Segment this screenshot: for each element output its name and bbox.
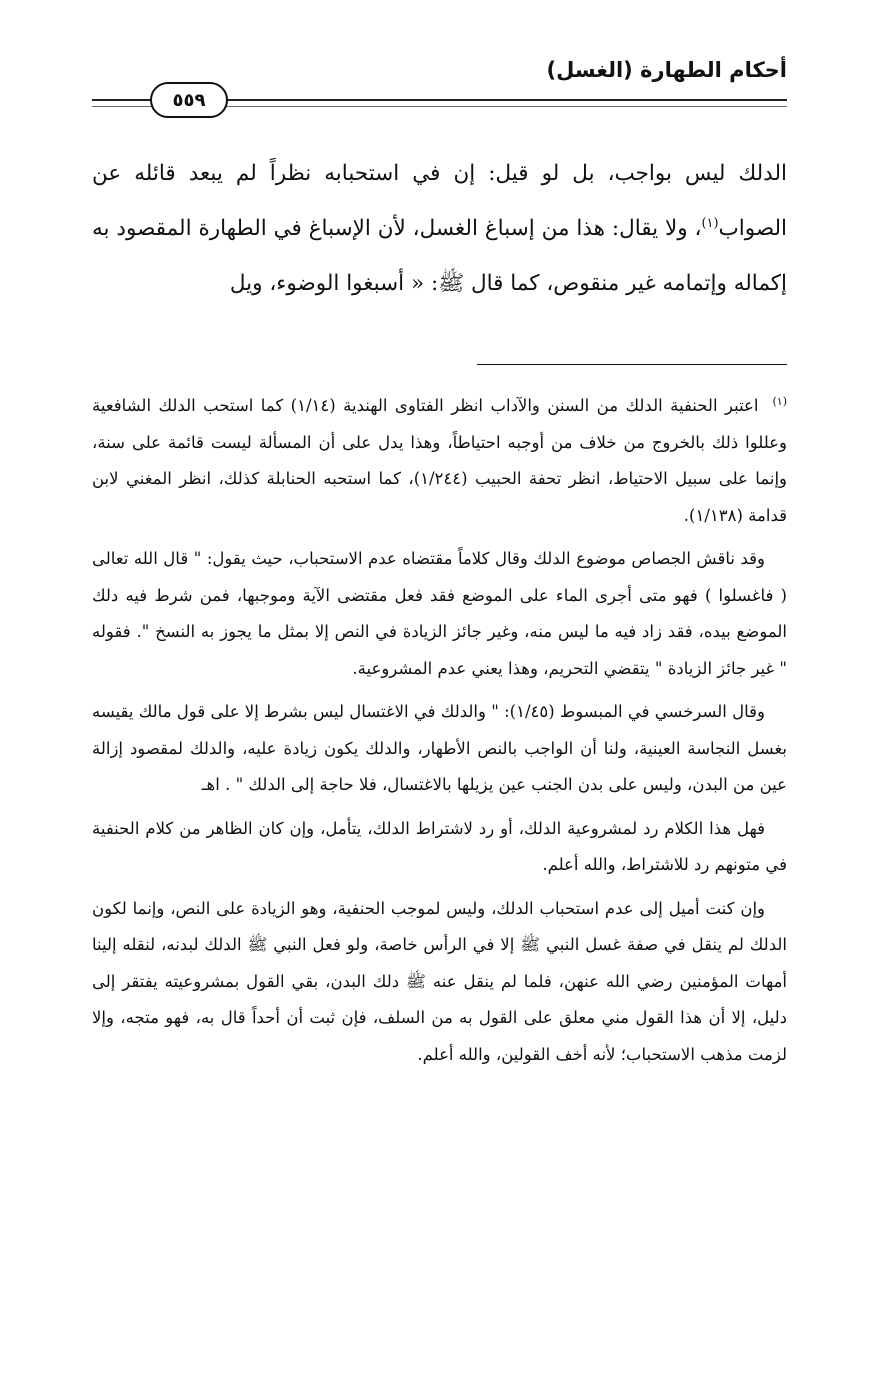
footnote-1: (١)اعتبر الحنفية الدلك من السنن والآداب انظر الفتاوى الهندية (١/١٤) كما استحب الدلك الشافعية وعللوا ذلك بالخروج من خلاف من أوجبه احتياطاً، وهذا يدل على أن المسألة ليست قائمة على سنة، وإنما على سبيل الاحتياط، انظر تحفة الحبيب (١/٢٤٤)، كما استحبه الحنابلة كذلك، انظر المغني لابن قدامة (١/١٣٨). (92, 394, 787, 525)
note-paragraph-conclusion: وإن كنت أميل إلى عدم استحباب الدلك، وليس لموجب الحنفية، وهو الزيادة على النص، وإنما لكون الدلك لم ينقل في صفة غسل النبي ﷺ إلا في الرأس خاصة، ولو فعل النبي ﷺ الدلك لبدنه، لنقله إلينا أمهات المؤمنين رضي الله عنهن، فلما لم ينقل عنه ﷺ دلك البدن، بقي القول بمشروعيته يفتقر إلى دليل، إلا أن هذا القول مني معلق على القول به من السلف، فإن ثبت أن أحداً قال به، فهو متجه، وإلا لزمت مذهب الاستحباب؛ لأنه أخف القولين، والله أعلم. (92, 898, 787, 1064)
note-paragraph-jassas: وقد ناقش الجصاص موضوع الدلك وقال كلاماً مقتضاه عدم الاستحباب، حيث يقول: " قال الله تعالى ( فاغسلوا ) فهو متى أجرى الماء على الموضع فقد فعل مقتضى الآية وموجبها، فمن شرط فيه دلك الموضع بيده، فقد زاد فيه ما ليس منه، وغير جائز الزيادة في النص إلا بمثل ما يجوز به النسخ ". فقوله " غير جائز الزيادة " يتقضي التحريم، وهذا يعني عدم المشروعية. (92, 549, 787, 678)
note-paragraph-question: فهل هذا الكلام رد لمشروعية الدلك، أو رد لاشتراط الدلك، يتأمل، وإن كان الظاهر من كلام الحنفية في متونهم رد للاشتراط، والله أعلم. (92, 818, 787, 874)
footnote-divider (477, 364, 787, 365)
note-paragraph-sarakhsi: وقال السرخسي في المبسوط (١/٤٥): " والدلك في الاغتسال ليس بشرط إلا على قول مالك يقيسه بغسل النجاسة العينية، ولنا أن الواجب بالنص الأطهار، والدلك يكون زيادة عليه، والدلك لمقصود إزالة عين من البدن، وليس على بدن الجنب عين يزيلها بالاغتسال، فلا حاجة إلى الدلك " . اهـ (92, 702, 787, 794)
footnote-reference[interactable]: (١) (701, 215, 719, 231)
footnotes-block (92, 388, 787, 1080)
page-number: ٥٥٩ (150, 82, 228, 118)
main-text-part-2: ، ولا يقال: هذا من إسباغ الغسل، لأن الإسباغ في الطهارة المقصود به إكماله وإتمامه غير منقوص، كما قال ﷺ: « أسبغوا الوضوء، ويل (92, 216, 787, 296)
main-text-block (92, 146, 787, 311)
main-text-part-1: الدلك ليس بواجب، بل لو قيل: إن في استحبابه نظراً لم يبعد قائله عن الصواب (92, 161, 787, 241)
footnote-1-text: اعتبر الحنفية الدلك من السنن والآداب انظر الفتاوى الهندية (١/١٤) كما استحب الدلك الشافعية وعللوا ذلك بالخروج من خلاف من أوجبه احتياطاً، وهذا يدل على أن المسألة ليست قائمة على سنة، وإنما على سبيل الاحتياط، انظر تحفة الحبيب (١/٢٤٤)، كما استحبه الحنابلة كذلك، انظر المغني لابن قدامة (١/١٣٨). (92, 396, 787, 525)
running-header-title: أحكام الطهارة (الغسل) (546, 58, 787, 82)
